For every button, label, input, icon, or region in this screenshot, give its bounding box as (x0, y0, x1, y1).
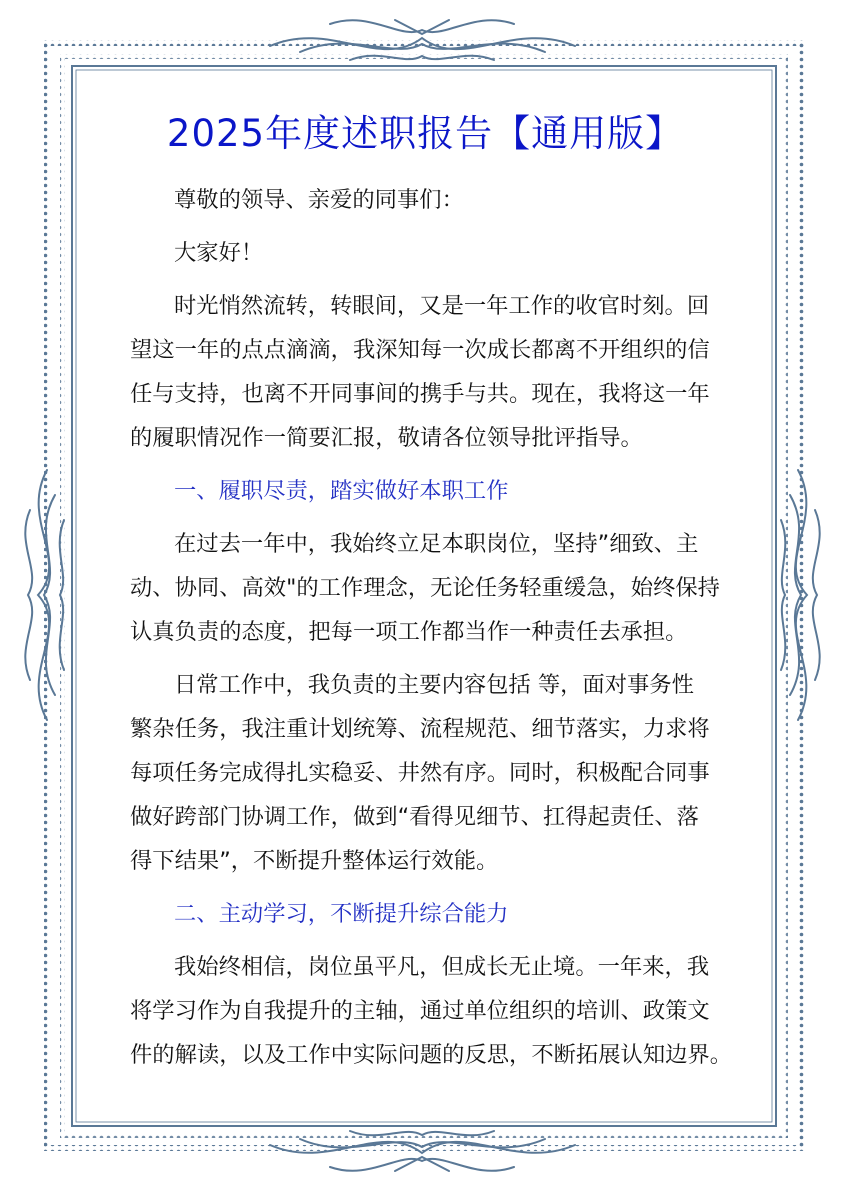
text-line: 做好跨部门协调工作，做到“看得见细节、扛得起责任、落 (130, 804, 699, 831)
text-line: 望这一年的点点滴滴，我深知每一次成长都离不开组织的信 (130, 337, 710, 364)
text-line: 大家好！ (174, 240, 264, 267)
section-heading (130, 892, 720, 936)
text-line: 任与支持，也离不开同事间的携手与共。现在，我将这一年 (130, 381, 710, 408)
paragraph (130, 231, 720, 275)
text-line: 在过去一年中，我始终立足本职岗位，坚持”细致、主 (174, 531, 699, 558)
text-line: 一、履职尽责，踏实做好本职工作 (174, 478, 509, 505)
paragraph (130, 663, 720, 883)
text-line: 时光悄然流转，转眼间，又是一年工作的收官时刻。回 (174, 293, 710, 320)
paragraph (130, 945, 733, 1077)
text-line: 每项任务完成得扎实稳妥、井然有序。同时，积极配合同事 (130, 760, 710, 787)
text-line: 日常工作中，我负责的主要内容包括 等，面对事务性 (174, 672, 694, 699)
text-line: 我始终相信，岗位虽平凡，但成长无止境。一年来，我 (174, 954, 710, 981)
text-line: 繁杂任务，我注重计划统筹、流程规范、细节落实，力求将 (130, 716, 710, 743)
text-line: 动、协同、高效"的工作理念，无论任务轻重缓急，始终保持 (130, 575, 720, 602)
text-line: 认真负责的态度，把每一项工作都当作一种责任去承担。 (130, 619, 688, 646)
text-line: 件的解读，以及工作中实际问题的反思，不断拓展认知边界。 (130, 1042, 733, 1069)
paragraph (130, 284, 720, 460)
text-line: 尊敬的领导、亲爱的同事们： (174, 187, 464, 214)
text-line: 的履职情况作一简要汇报，敬请各位领导批评指导。 (130, 425, 643, 452)
paragraph (130, 522, 720, 654)
section-heading (130, 469, 720, 513)
paragraph (130, 178, 720, 222)
text-line: 得下结果”，不断提升整体运行效能。 (130, 848, 499, 875)
document-title: 2025年度述职报告【通用版】 (166, 112, 684, 155)
document-body (130, 100, 733, 1086)
text-line: 将学习作为自我提升的主轴，通过单位组织的培训、政策文 (130, 998, 710, 1025)
paragraph-list (130, 178, 733, 1077)
text-line: 二、主动学习，不断提升综合能力 (174, 901, 509, 928)
